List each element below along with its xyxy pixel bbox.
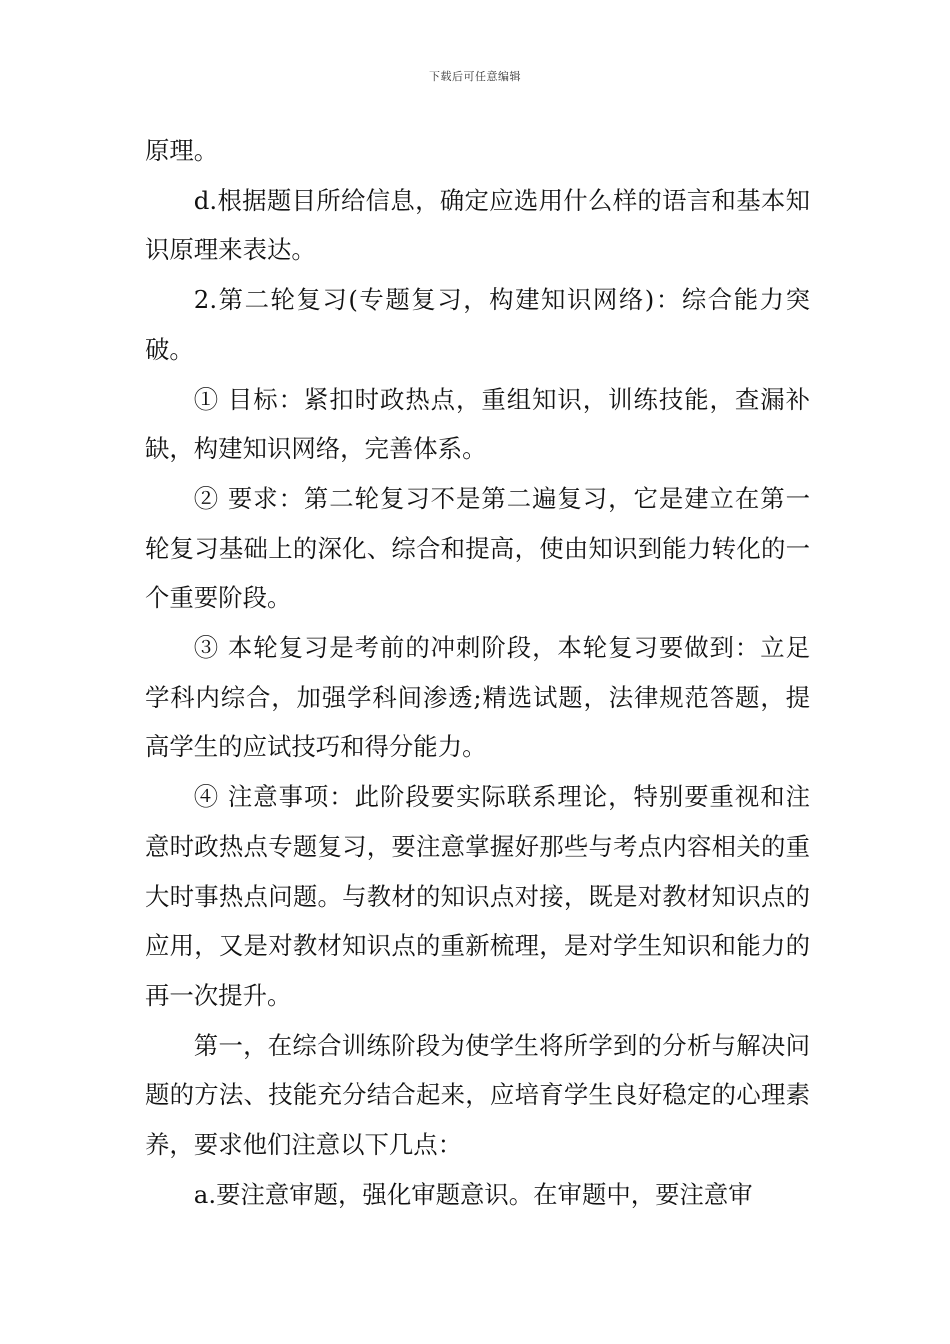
paragraph: 2.第二轮复习(专题复习，构建知识网络)：综合能力突破。 [145, 285, 810, 364]
page-header: 下载后可任意编辑 [429, 70, 521, 83]
paragraph: 原理。 [145, 136, 219, 165]
paragraph: ② 要求：第二轮复习不是第二遍复习，它是建立在第一轮复习基础上的深化、综合和提高，使由知识到能力转化的一个重要阶段。 [145, 483, 810, 613]
paragraph: a.要注意审题，强化审题意识。在审题中，要注意审 [193, 1179, 753, 1209]
paragraph: ④ 注意事项：此阶段要实际联系理论，特别要重视和注意时政热点专题复习，要注意掌握好那些与考点内容相关的重大时事热点问题。与教材的知识点对接，既是对教材知识点的应用，又是对教材知识点的重新梳理，是对学生知识和能力的再一次提升。 [145, 782, 810, 1010]
document-body [145, 126, 810, 1219]
paragraph: ① 目标：紧扣时政热点，重组知识，训练技能，查漏补缺，构建知识网络，完善体系。 [145, 384, 810, 464]
paragraph: d.根据题目所给信息，确定应选用什么样的语言和基本知识原理来表达。 [145, 185, 810, 265]
paragraph: 第一，在综合训练阶段为使学生将所学到的分析与解决问题的方法、技能充分结合起来，应培育学生良好稳定的心理素养，要求他们注意以下几点： [145, 1030, 810, 1160]
paragraph: ③ 本轮复习是考前的冲刺阶段，本轮复习要做到：立足学科内综合，加强学科间渗透;精选试题，法律规范答题，提高学生的应试技巧和得分能力。 [145, 633, 810, 762]
